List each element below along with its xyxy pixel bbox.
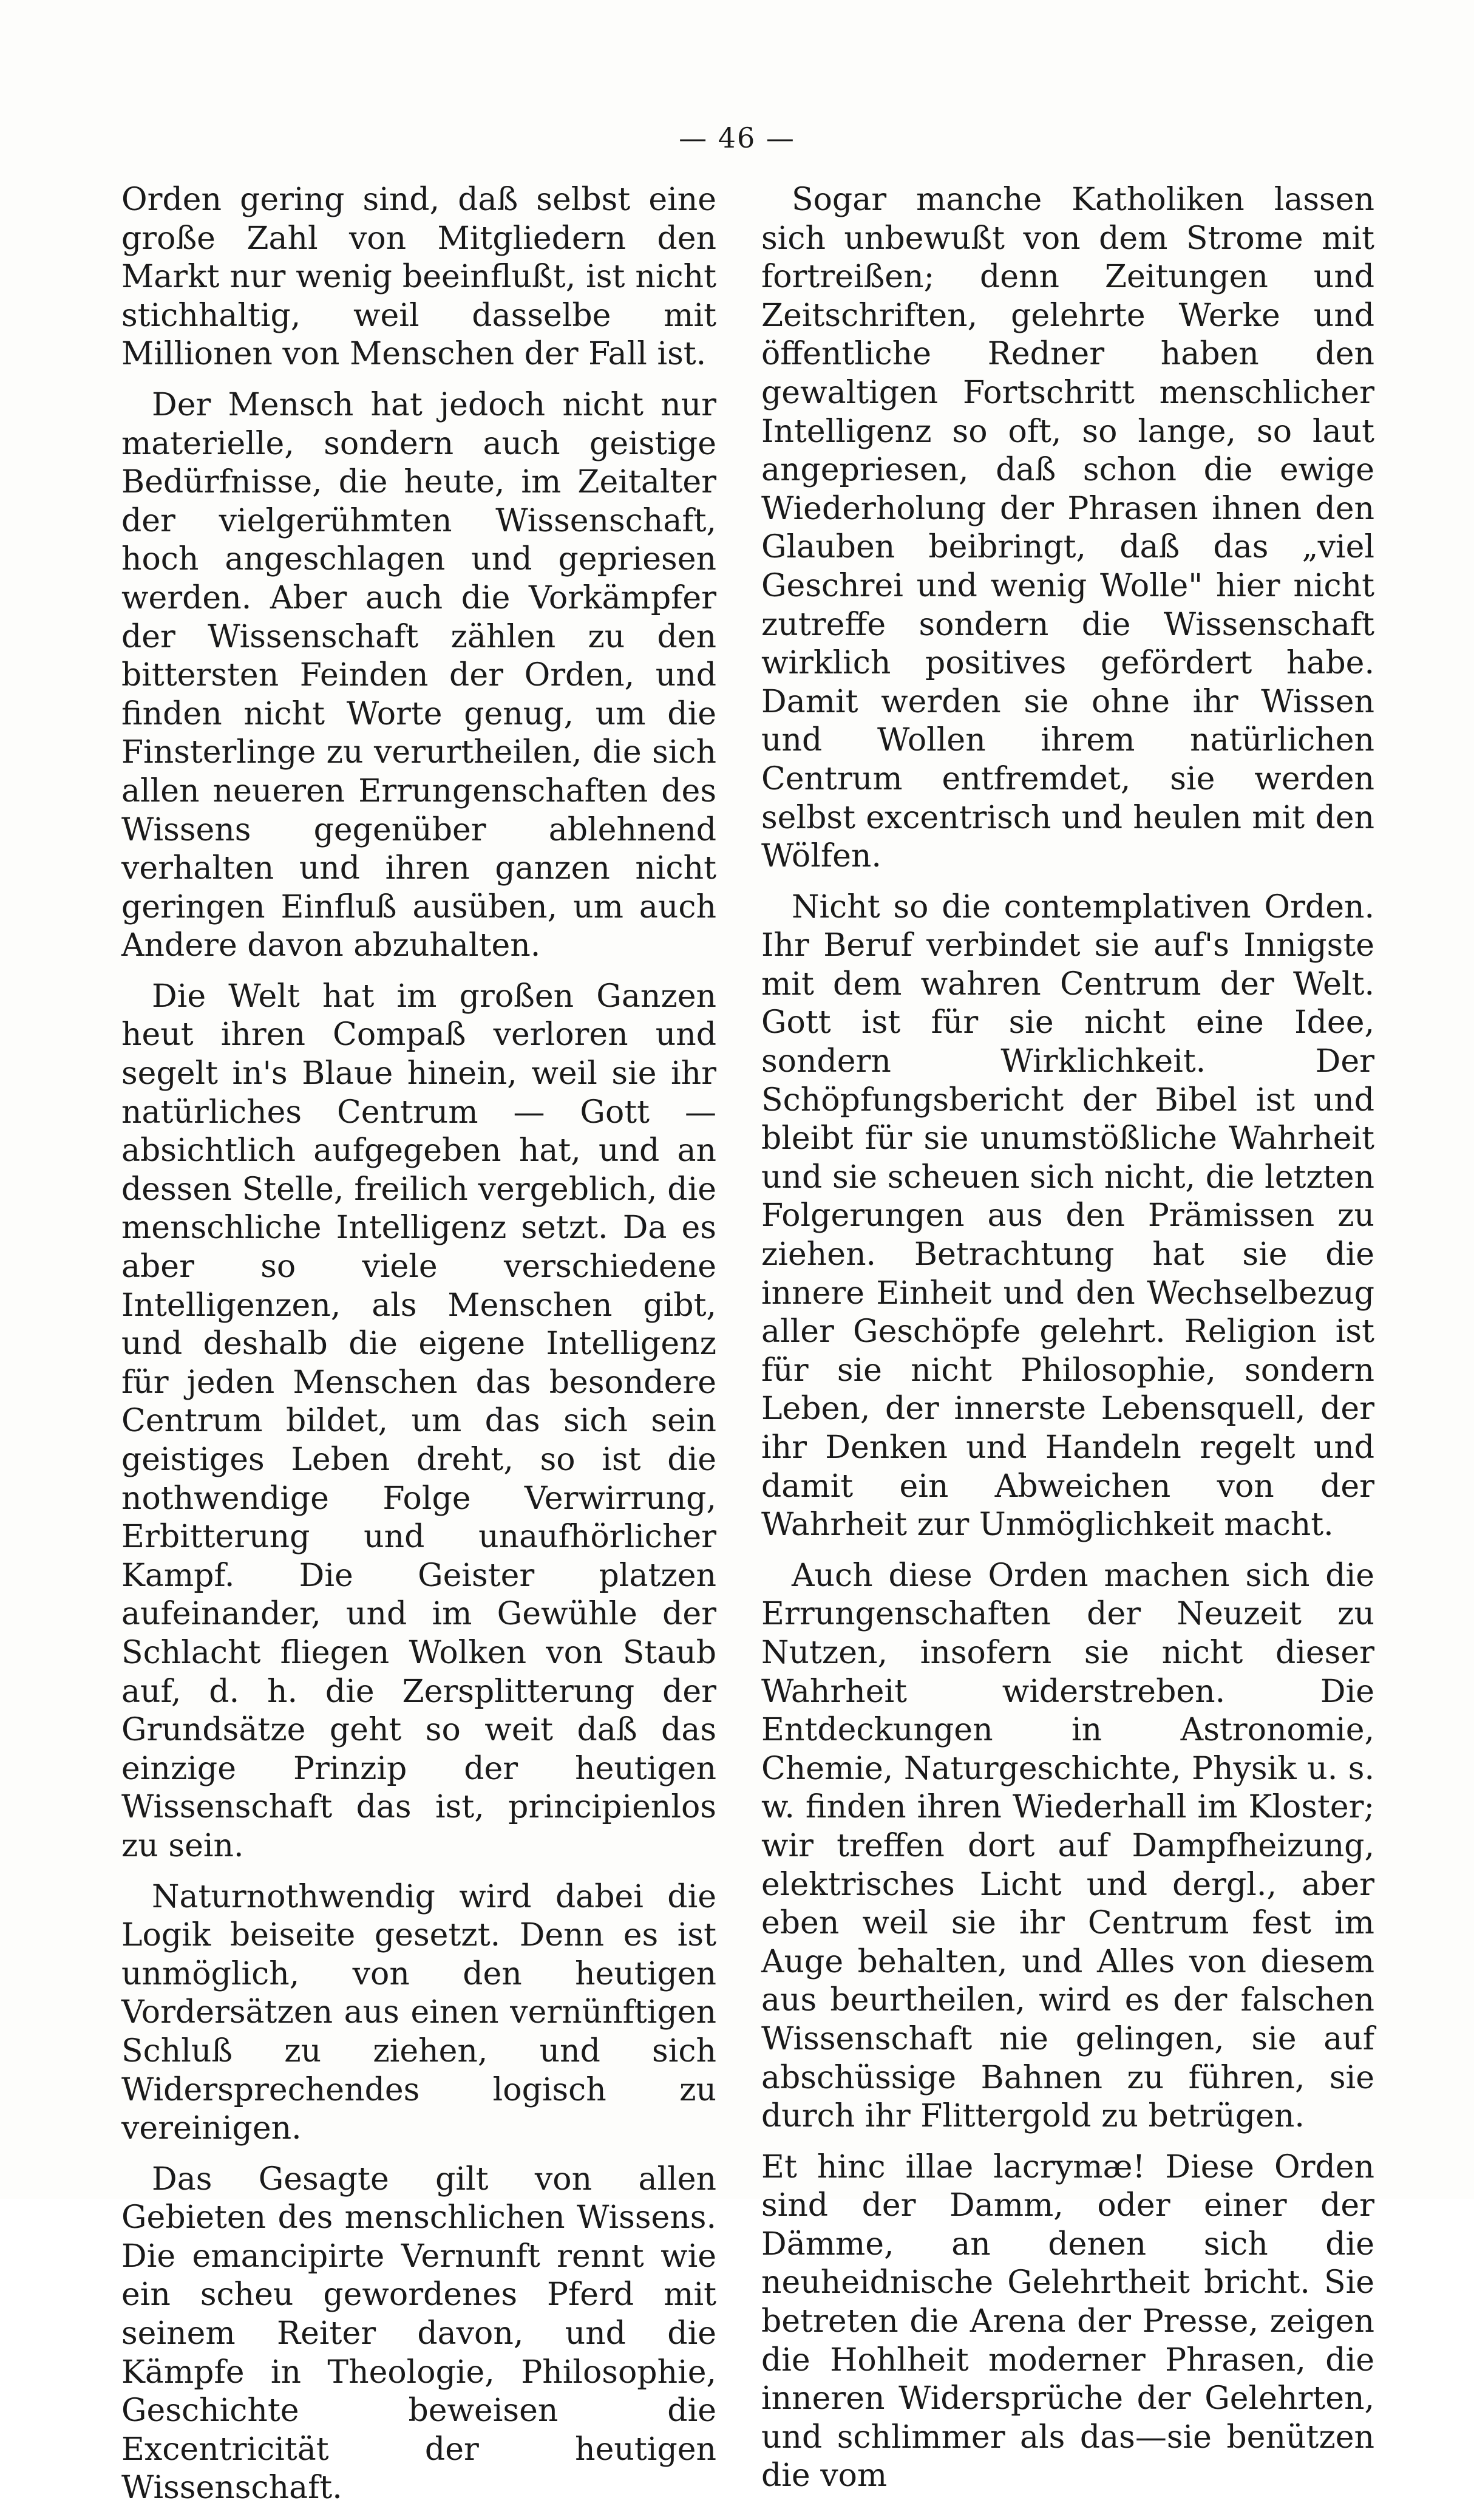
paragraph: Der Mensch hat jedoch nicht nur materielle, sondern auch geistige Bedürfnisse, die heute, im Zeitalter der vielgerühmten Wissenschaft, hoch angeschlagen und gepriesen werden. Aber auch die Vorkämpfer der Wissenschaft zählen zu den bittersten Feinden der Orden, und finden nicht Worte genug, um die Finsterlinge zu verurtheilen, die sich allen neueren Errungenschaften des Wissens gegenüber ablehnend verhalten und ihren ganzen nicht geringen Einfluß ausüben, um auch Andere davon abzuhalten. <box>121 386 716 964</box>
paragraph: Die Welt hat im großen Ganzen heut ihren Compaß verloren und segelt in's Blaue hinein, weil sie ihr natürliches Centrum — Gott — absichtlich aufgegeben hat, und an dessen Stelle, freilich vergeblich, die menschliche Intelligenz setzt. Da es aber so viele verschiedene Intelligenzen, als Menschen gibt, und deshalb die eigene Intelligenz für jeden Menschen das besondere Centrum bildet, um das sich sein geistiges Leben dreht, so ist die nothwendige Folge Verwirrung, Erbitterung und unaufhörlicher Kampf. Die Geister platzen aufeinander, und im Gewühle der Schlacht fliegen Wolken von Staub auf, d. h. die Zersplitterung der Grundsätze geht so weit daß das einzige Prinzip der heutigen Wissenschaft das ist, principienlos zu sein. <box>121 978 716 1864</box>
paragraph: Sogar manche Katholiken lassen sich unbewußt von dem Strome mit fortreißen; denn Zeitungen und Zeitschriften, gelehrte Werke und öffentliche Redner haben den gewaltigen Fortschritt menschlicher Intelligenz so oft, so lange, so laut angepriesen, daß schon die ewige Wiederholung der Phrasen ihnen den Glauben beibringt, daß das „viel Geschrei und wenig Wolle" hier nicht zutreffe sondern die Wissenschaft wirklich positives gefördert habe. Damit werden sie ohne ihr Wissen und Wollen ihrem natürlichen Centrum entfremdet, sie werden selbst excentrisch und heulen mit den Wölfen. <box>761 182 1374 875</box>
paragraph: Auch diese Orden machen sich die Errungenschaften der Neuzeit zu Nutzen, insofern sie nicht dieser Wahrheit widerstreben. Die Entdeckungen in Astronomie, Chemie, Naturgeschichte, Physik u. s. w. finden ihren Wiederhall im Kloster; wir treffen dort auf Dampfheizung, elektrisches Licht und dergl., aber eben weil sie ihr Centrum fest im Auge behalten, und Alles von diesem aus beurtheilen, wird es der falschen Wissenschaft nie gelingen, sie auf abschüssige Bahnen zu führen, sie durch ihr Flittergold zu betrügen. <box>761 1557 1374 2135</box>
right-column <box>761 181 1374 2508</box>
paragraph: Nicht so die contemplativen Orden. Ihr Beruf verbindet sie auf's Innigste mit dem wahren Centrum der Welt. Gott ist für sie nicht eine Idee, sondern Wirklichkeit. Der Schöpfungsbericht der Bibel ist und bleibt für sie unumstößliche Wahrheit und sie scheuen sich nicht, die letzten Folgerungen aus den Prämissen zu ziehen. Betrachtung hat sie die innere Einheit und den Wechselbezug aller Geschöpfe gelehrt. Religion ist für sie nicht Philosophie, sondern Leben, der innerste Lebensquell, der ihr Denken und Handeln regelt und damit ein Abweichen von der Wahrheit zur Unmöglichkeit macht. <box>761 888 1374 1544</box>
paragraph: Naturnothwendig wird dabei die Logik beiseite gesetzt. Denn es ist unmöglich, von den heutigen Vordersätzen aus einen vernünftigen Schluß zu ziehen, und sich Widersprechendes logisch zu vereinigen. <box>121 1878 716 2147</box>
left-column <box>121 181 716 2520</box>
paragraph: Das Gesagte gilt von allen Gebieten des menschlichen Wissens. Die emancipirte Vernunft rennt wie ein scheu gewordenes Pferd mit seinem Reiter davon, und die Kämpfe in Theologie, Philosophie, Geschichte beweisen die Excentricität der heutigen Wissenschaft. <box>121 2161 716 2507</box>
page-number: — 46 — <box>679 121 795 154</box>
paragraph: Et hinc illae lacrymæ! Diese Orden sind der Damm, oder einer der Dämme, an denen sich die neuheidnische Gelehrtheit bricht. Sie betreten die Arena der Presse, zeigen die Hohlheit moderner Phrasen, die inneren Widersprüche der Gelehrten, und schlimmer als das—sie benützen die vom <box>761 2148 1374 2494</box>
paragraph: Orden gering sind, daß selbst eine große Zahl von Mitgliedern den Markt nur wenig beeinflußt, ist nicht stichhaltig, weil dasselbe mit Millionen von Menschen der Fall ist. <box>121 182 716 373</box>
